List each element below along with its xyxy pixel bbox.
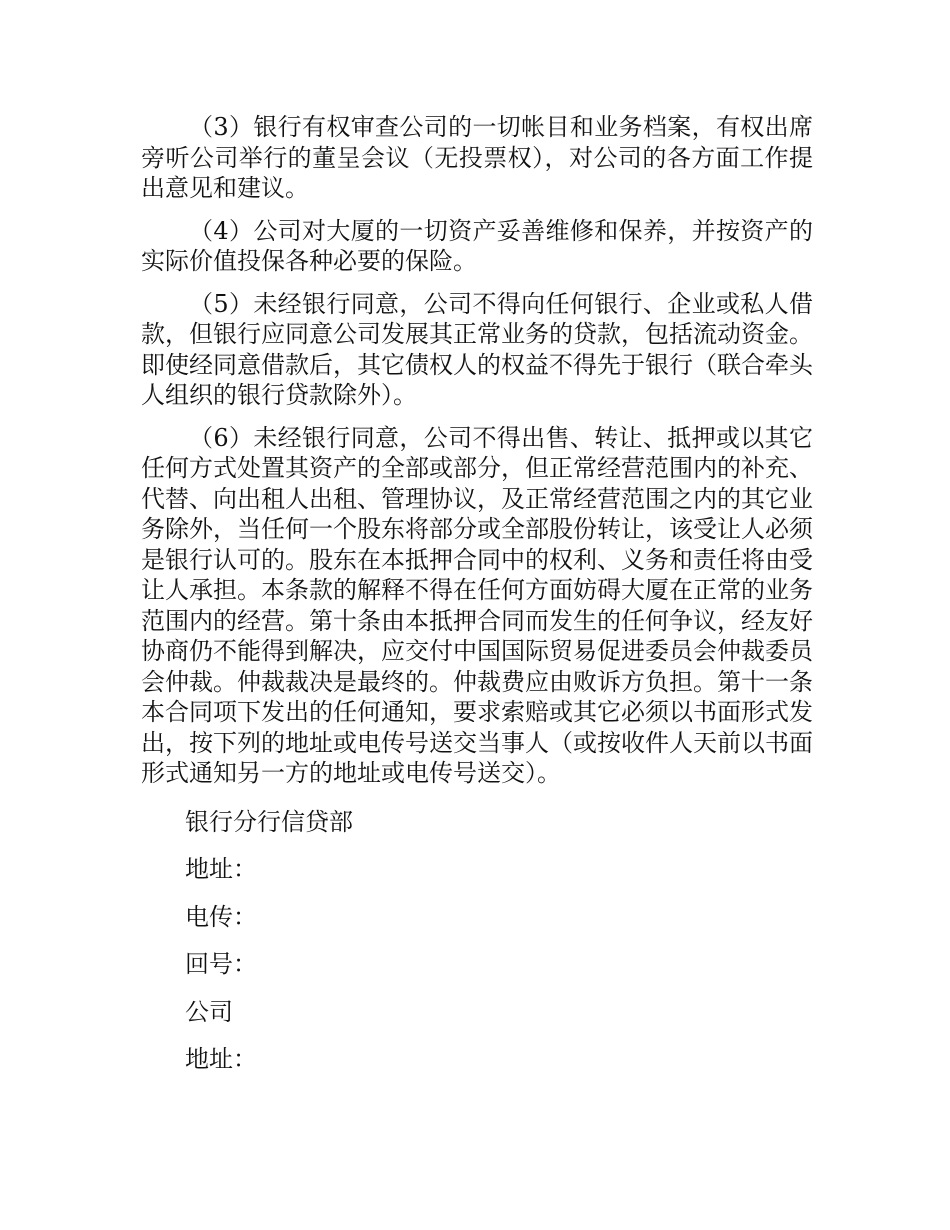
document-body (141, 112, 813, 1092)
bank-address-line: 地址： (185, 855, 257, 883)
bank-department-line: 银行分行信贷部 (185, 807, 353, 836)
company-line: 公司 (185, 997, 233, 1026)
company-address-line: 地址： (185, 1045, 257, 1073)
contact-block (141, 807, 813, 1075)
bank-answerback-line: 回号： (185, 950, 257, 978)
clause-4-paragraph: （4）公司对大厦的一切资产妥善维修和保养，并按资产的实际价值投保各种必要的保险。 (141, 216, 813, 275)
clause-6-paragraph: （6）未经银行同意，公司不得出售、转让、抵押或以其它任何方式处置其资产的全部或部分，但正常经营范围内的补充、代替、向出租人出租、管理协议，及正常经营范围之内的其它业务除外，当任何一个股东将部分或全部股份转让，该受让人必须是银行认可的。股东在本抵押合同中的权利、义务和责任将由受让人承担。本条款的解释不得在任何方面妨碍大厦在正常的业务范围内的经营。第十条由本抵押合同而发生的任何争议，经友好协商仍不能得到解决，应交付中国国际贸易促进委员会仲裁委员会仲裁。仲裁裁决是最终的。仲裁费应由败诉方负担。第十一条本合同项下发出的任何通知，要求索赔或其它必须以书面形式发出，按下列的地址或电传号送交当事人（或按收件人天前以书面形式通知另一方的地址或电传号送交）。 (141, 423, 813, 787)
clause-3-paragraph: （3）银行有权审查公司的一切帐目和业务档案，有权出席旁听公司举行的董呈会议（无投票权），对公司的各方面工作提出意见和建议。 (141, 113, 813, 202)
bank-telex-line: 电传： (185, 902, 257, 931)
clause-5-paragraph: （5）未经银行同意，公司不得向任何银行、企业或私人借款，但银行应同意公司发展其正常业务的贷款，包括流动资金。即使经同意借款后，其它债权人的权益不得先于银行（联合牵头人组织的银行贷款除外）。 (141, 289, 813, 409)
